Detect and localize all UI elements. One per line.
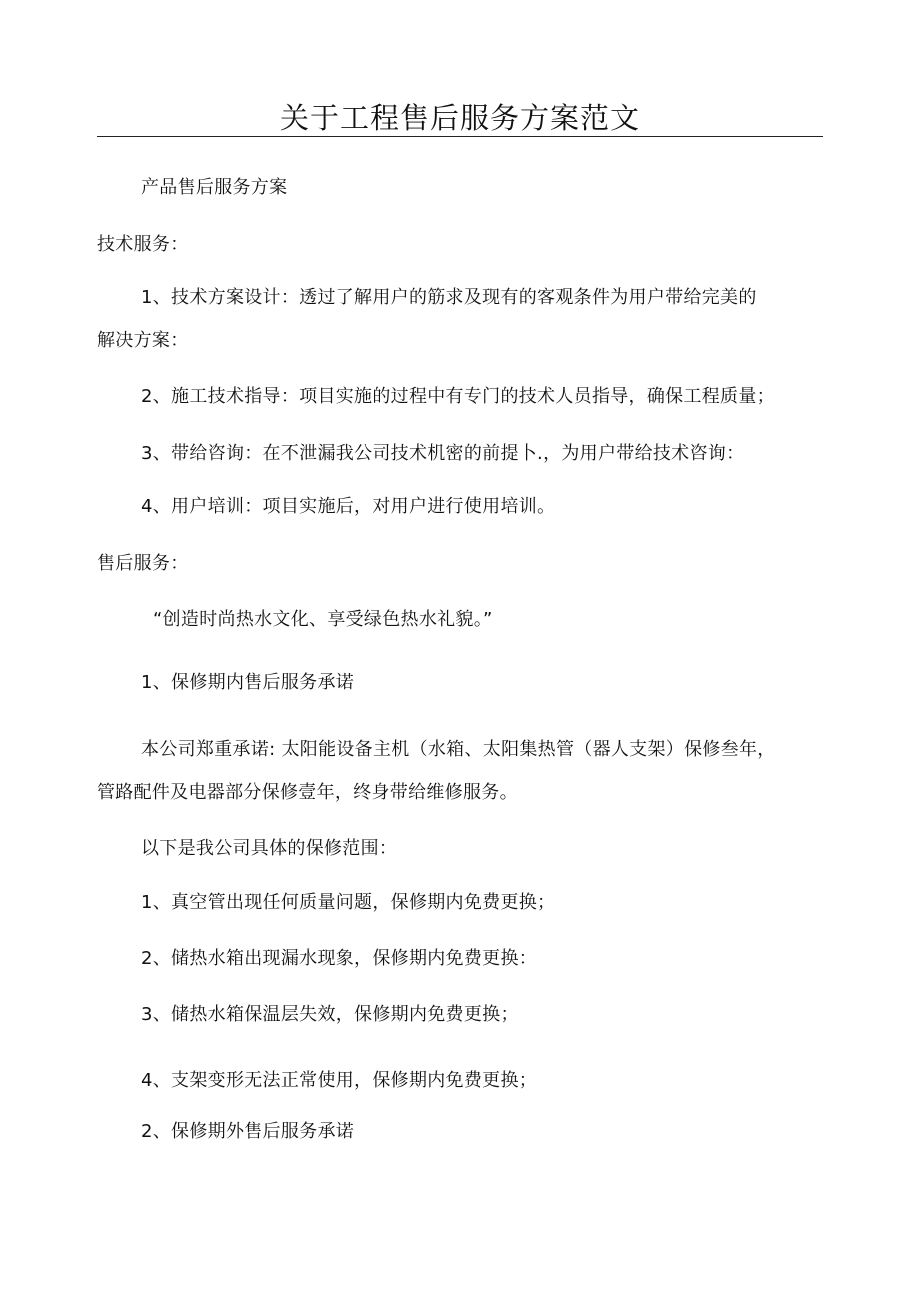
- paragraph-line: 管路配件及电器部分保修壹年，终身带给维修服务。: [97, 782, 518, 803]
- paragraph-line: “创造时尚热水文化、享受绿色热水礼貌。”: [153, 609, 493, 630]
- paragraph-line: 1、真空管出现任何质量问题，保修期内免费更换；: [141, 892, 556, 913]
- paragraph-line: 以下是我公司具体的保修范围：: [141, 838, 398, 859]
- paragraph-line: 2、施工技术指导：项目实施的过程中有专门的技术人员指导，确保工程质量；: [141, 386, 775, 407]
- paragraph-line: 售后服务：: [97, 553, 189, 574]
- paragraph-line: 技术服务：: [97, 234, 189, 255]
- paragraph-line: 2、保修期外售后服务承诺: [141, 1121, 355, 1142]
- paragraph-line: 1、保修期内售后服务承诺: [141, 672, 355, 693]
- paragraph-line: 解决方案：: [97, 330, 189, 351]
- paragraph-line: 3、带给咨询：在不泄漏我公司技术机密的前提卜.，为用户带给技术咨询：: [141, 443, 745, 464]
- paragraph-line: 3、储热水箱保温层失效，保修期内免费更换；: [141, 1004, 519, 1025]
- paragraph-line: 本公司郑重承诺: 太阳能设备主机（水箱、太阳集热管（器人支架）保修叁年，: [141, 739, 776, 760]
- paragraph-line: 4、用户培训：项目实施后，对用户进行使用培训。: [141, 496, 556, 517]
- paragraph-line: 产品售后服务方案: [141, 177, 288, 198]
- document-title: 关于工程售后服务方案范文: [279, 101, 640, 135]
- title-underline: [97, 136, 823, 137]
- paragraph-line: 2、储热水箱出现漏水现象，保修期内免费更换：: [141, 948, 538, 969]
- paragraph-line: 4、支架变形无法正常使用，保修期内免费更换；: [141, 1070, 538, 1091]
- paragraph-line: 1、技术方案设计：透过了解用户的筋求及现有的客观条件为用户带给完美的: [141, 287, 757, 308]
